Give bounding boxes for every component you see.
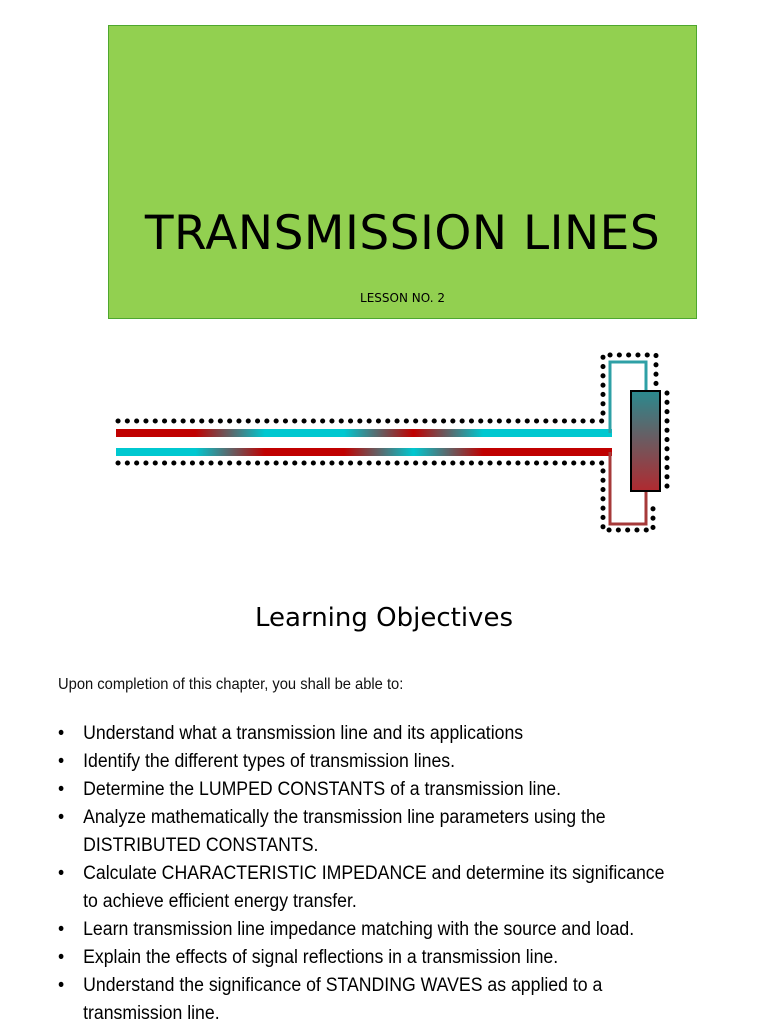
- bullet-icon: •: [58, 863, 65, 884]
- banner-title: TRANSMISSION LINES: [144, 206, 661, 261]
- load-resistor: [631, 391, 660, 491]
- objectives-list: [58, 720, 672, 1028]
- objective-text: Analyze mathematically the transmission line parameters using the DISTRIBUTED CONSTANTS.: [83, 807, 606, 856]
- bullet-icon: •: [58, 947, 65, 968]
- shield-dots-top: [118, 355, 656, 421]
- list-item: [58, 860, 672, 916]
- objective-text: Identify the different types of transmission lines.: [83, 751, 456, 772]
- list-item: [58, 776, 672, 804]
- conductor-bottom: [116, 448, 612, 456]
- lesson-number: LESSON NO. 2: [360, 291, 445, 305]
- objective-text: Understand what a transmission line and its applications: [83, 723, 524, 744]
- objective-text: Determine the LUMPED CONSTANTS of a transmission line.: [83, 779, 562, 800]
- title-banner: [108, 25, 697, 319]
- list-item: [58, 804, 672, 860]
- bullet-icon: •: [58, 919, 65, 940]
- objective-text: Learn transmission line impedance matching with the source and load.: [83, 919, 635, 940]
- objective-text: Calculate CHARACTERISTIC IMPEDANCE and determine its significance to achieve efficient energy transfer.: [83, 863, 665, 912]
- intro-text: Upon completion of this chapter, you shall be able to:: [58, 676, 404, 693]
- bullet-icon: •: [58, 807, 65, 828]
- list-item: [58, 972, 672, 1028]
- objective-text: Understand the significance of STANDING WAVES as applied to a transmission line.: [83, 975, 603, 1024]
- transmission-line-with-load-icon: [0, 340, 768, 540]
- shield-dots-bottom: [118, 463, 653, 530]
- bullet-icon: •: [58, 723, 65, 744]
- conductor-top: [116, 429, 612, 437]
- list-item: [58, 944, 672, 972]
- list-item: [58, 720, 672, 748]
- section-title: Learning Objectives: [255, 603, 513, 633]
- list-item: [58, 748, 672, 776]
- bullet-icon: •: [58, 751, 65, 772]
- list-item: [58, 916, 672, 944]
- bullet-icon: •: [58, 975, 65, 996]
- bullet-icon: •: [58, 779, 65, 800]
- objective-text: Explain the effects of signal reflections in a transmission line.: [83, 947, 559, 968]
